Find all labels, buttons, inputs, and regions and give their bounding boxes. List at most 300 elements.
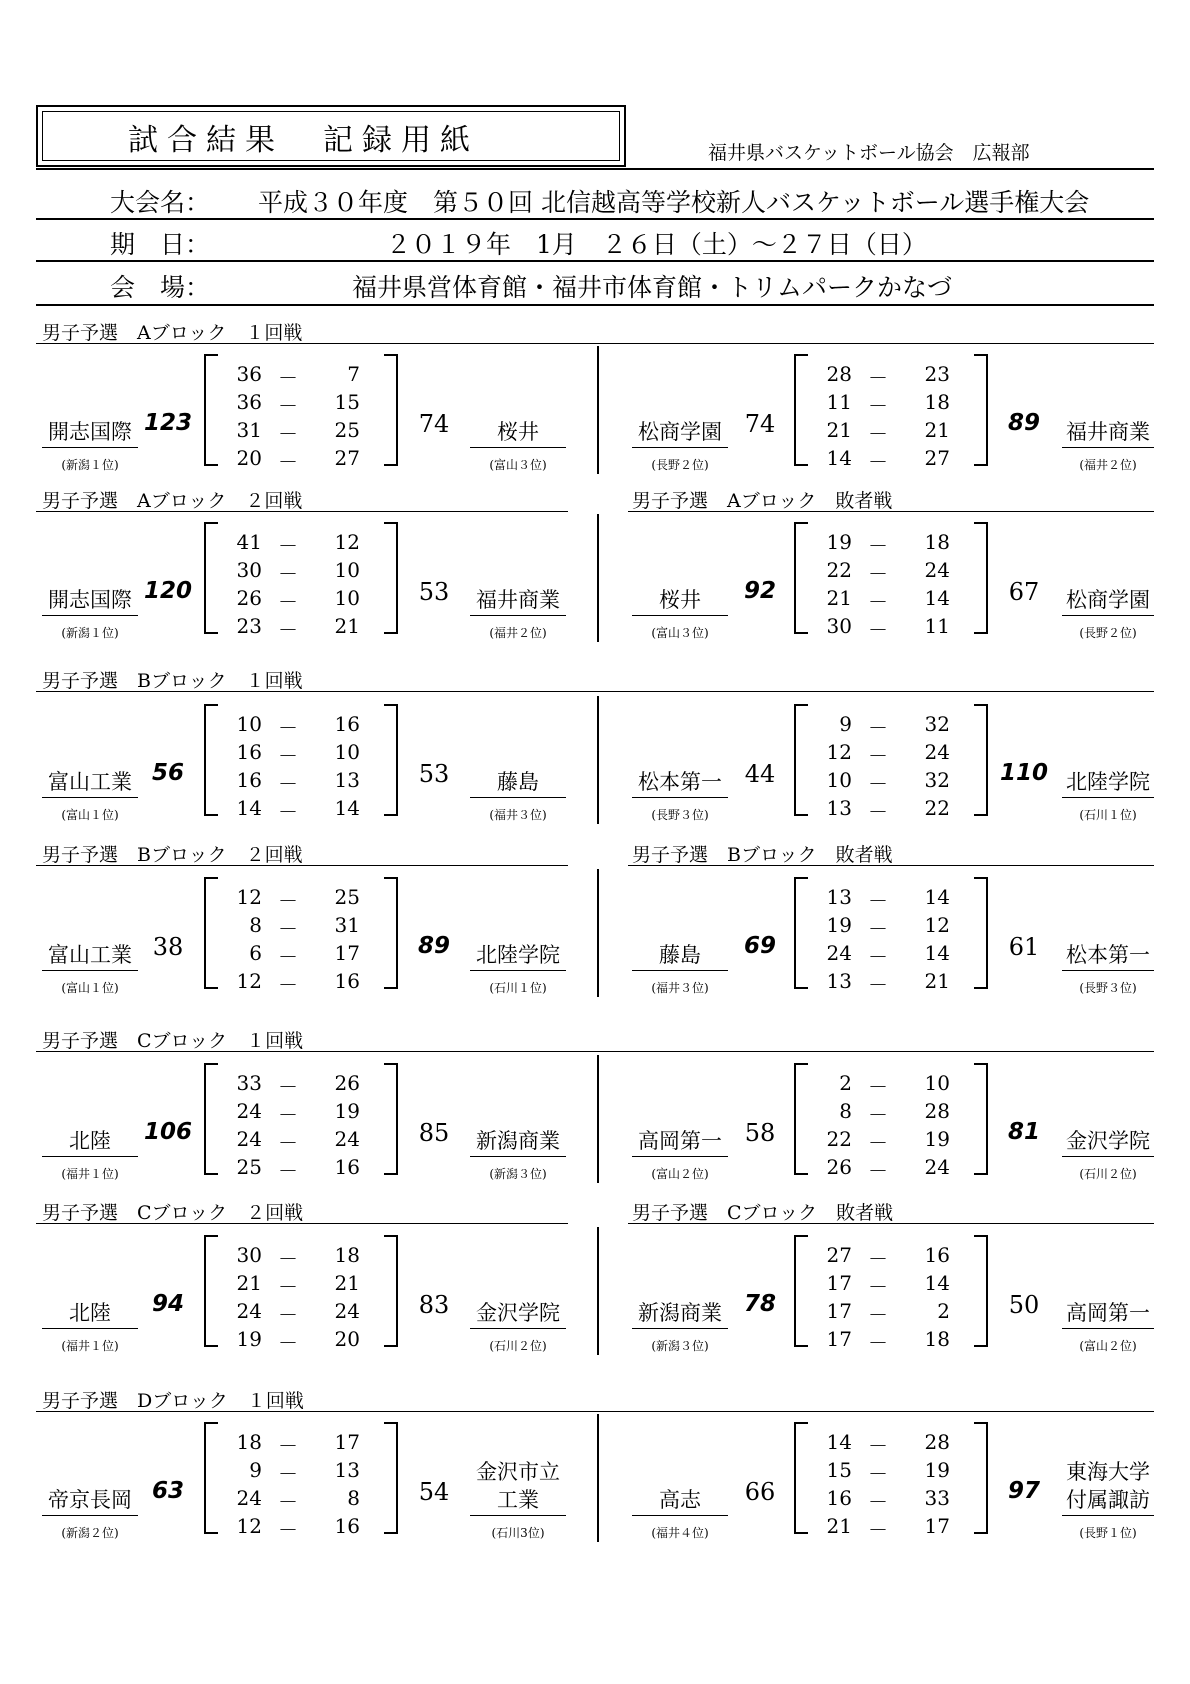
quarter-dash: － (868, 422, 888, 446)
quarter-dash: － (868, 889, 888, 913)
quarter-score-left: 22 (826, 1127, 852, 1151)
bracket-left (204, 1063, 218, 1175)
team-name-right: 松本第一 (1062, 939, 1154, 971)
final-score-right: 81 (1007, 1119, 1040, 1145)
team-rank-left: (長野２位) (651, 458, 709, 472)
quarter-score-left: 18 (236, 1430, 262, 1454)
quarter-dash: － (278, 1103, 298, 1127)
quarter-score-right: 19 (334, 1099, 360, 1123)
quarter-score-right: 21 (334, 1271, 360, 1295)
final-score-right: 50 (1008, 1291, 1040, 1319)
quarter-score-left: 36 (236, 362, 262, 386)
bracket-right (384, 1422, 398, 1534)
team-name-left: 北陸 (42, 1297, 138, 1329)
event-name-label: 大会名： (110, 188, 211, 217)
quarter-dash: － (278, 1462, 298, 1486)
quarter-score-right: 32 (924, 712, 950, 736)
quarter-score-left: 30 (826, 614, 852, 638)
quarter-score-right: 21 (924, 418, 950, 442)
final-score-left: 120 (143, 578, 192, 604)
quarter-score-right: 10 (924, 1071, 950, 1095)
venue-value: 福井県営体育館・福井市体育館・トリムパークかなづ (352, 273, 953, 302)
quarter-score-right: 24 (924, 1155, 950, 1179)
quarter-score-left: 24 (236, 1486, 262, 1510)
section-divider (628, 511, 1154, 512)
quarter-dash: － (278, 1075, 298, 1099)
quarter-dash: － (278, 889, 298, 913)
quarter-dash: － (278, 450, 298, 474)
divider (36, 260, 1154, 262)
team-name-right: 藤島 (470, 766, 566, 798)
center-divider (597, 869, 599, 997)
section-label: 男子予選 Dブロック １回戦 (42, 1390, 304, 1412)
section-label: 男子予選 Aブロック 敗者戦 (632, 490, 893, 512)
venue-label: 会 場： (110, 273, 211, 302)
team-name-left: 北陸 (42, 1125, 138, 1157)
quarter-score-left: 17 (826, 1327, 852, 1351)
quarter-score-right: 14 (924, 885, 950, 909)
section-label: 男子予選 Cブロック １回戦 (42, 1030, 304, 1052)
quarter-dash: － (868, 744, 888, 768)
team-name-left: 開志国際 (42, 416, 138, 448)
quarter-dash: － (868, 562, 888, 586)
quarter-dash: － (868, 1434, 888, 1458)
quarter-dash: － (868, 1159, 888, 1183)
section-divider (36, 1051, 1154, 1052)
team-name-left: 開志国際 (42, 584, 138, 616)
quarter-dash: － (278, 973, 298, 997)
final-score-left: 56 (151, 760, 184, 786)
final-score-left: 106 (143, 1119, 192, 1145)
section-divider (36, 343, 1154, 344)
quarter-score-right: 25 (334, 885, 360, 909)
quarter-dash: － (278, 1247, 298, 1271)
quarter-dash: － (278, 1518, 298, 1542)
quarter-score-right: 28 (924, 1099, 950, 1123)
section-divider (36, 1411, 1154, 1412)
team-rank-left: (長野３位) (651, 808, 709, 822)
quarter-score-right: 16 (334, 1155, 360, 1179)
section-divider (36, 511, 568, 512)
team-name-left: 藤島 (632, 939, 728, 971)
final-score-right: 53 (418, 578, 450, 606)
quarter-score-left: 8 (249, 913, 262, 937)
final-score-left: 38 (152, 933, 184, 961)
title-box (36, 105, 626, 167)
quarter-score-left: 9 (839, 712, 852, 736)
final-score-right: 85 (418, 1119, 450, 1147)
quarter-dash: － (278, 1159, 298, 1183)
quarter-score-right: 7 (347, 362, 360, 386)
quarter-score-left: 15 (826, 1458, 852, 1482)
bracket-right (384, 354, 398, 466)
quarter-score-right: 24 (924, 740, 950, 764)
bracket-left (204, 354, 218, 466)
quarter-dash: － (278, 618, 298, 642)
quarter-dash: － (868, 1131, 888, 1155)
team-name-left: 富山工業 (42, 766, 138, 798)
center-divider (597, 346, 599, 474)
bracket-left (794, 354, 808, 466)
quarter-dash: － (278, 716, 298, 740)
quarter-dash: － (868, 1303, 888, 1327)
team-rank-right: (石川3位) (491, 1526, 545, 1540)
team-name-left: 新潟商業 (632, 1297, 728, 1329)
quarter-dash: － (278, 1275, 298, 1299)
team-name-right-line1: 金沢市立 (476, 1460, 560, 1484)
section-label: 男子予選 Cブロック ２回戦 (42, 1202, 304, 1224)
quarter-score-right: 8 (347, 1486, 360, 1510)
final-score-right: 67 (1008, 578, 1040, 606)
team-rank-right: (石川１位) (1079, 808, 1137, 822)
bracket-right (974, 1422, 988, 1534)
quarter-score-right: 12 (334, 530, 360, 554)
quarter-score-left: 26 (236, 586, 262, 610)
team-rank-left: (富山１位) (61, 808, 119, 822)
bracket-right (974, 1063, 988, 1175)
organization: 福井県バスケットボール協会 広報部 (708, 142, 1030, 164)
team-rank-right: (長野３位) (1079, 981, 1137, 995)
team-rank-left: (新潟３位) (651, 1339, 709, 1353)
team-rank-left: (福井１位) (61, 1167, 119, 1181)
team-name-left: 帝京長岡 (42, 1484, 138, 1516)
team-name-right: 福井商業 (470, 584, 566, 616)
bracket-right (974, 877, 988, 989)
bracket-right (974, 1235, 988, 1347)
quarter-score-right: 16 (334, 1514, 360, 1538)
divider (36, 218, 1154, 220)
team-rank-right: (新潟３位) (489, 1167, 547, 1181)
bracket-left (794, 1063, 808, 1175)
quarter-dash: － (278, 945, 298, 969)
quarter-score-left: 16 (826, 1486, 852, 1510)
quarter-score-right: 14 (924, 941, 950, 965)
quarter-dash: － (278, 1434, 298, 1458)
quarter-score-right: 10 (334, 586, 360, 610)
quarter-dash: － (868, 1518, 888, 1542)
quarter-score-right: 18 (924, 530, 950, 554)
quarter-score-left: 19 (826, 530, 852, 554)
quarter-score-left: 10 (826, 768, 852, 792)
final-score-left: 92 (743, 578, 776, 604)
quarter-score-right: 19 (924, 1127, 950, 1151)
team-rank-right: (福井２位) (489, 626, 547, 640)
divider (36, 168, 1154, 170)
quarter-score-left: 14 (826, 446, 852, 470)
team-name-right-line2: 工業 (470, 1484, 566, 1516)
quarter-score-right: 14 (334, 796, 360, 820)
quarter-score-right: 18 (334, 1243, 360, 1267)
quarter-score-right: 16 (924, 1243, 950, 1267)
quarter-dash: － (278, 917, 298, 941)
team-rank-right: (福井２位) (1079, 458, 1137, 472)
center-divider (597, 514, 599, 642)
team-name-left: 松商学園 (632, 416, 728, 448)
date-label: 期 日： (110, 230, 211, 259)
quarter-score-left: 12 (236, 1514, 262, 1538)
quarter-score-right: 11 (924, 614, 950, 638)
section-divider (36, 1223, 568, 1224)
quarter-dash: － (868, 917, 888, 941)
bracket-right (974, 522, 988, 634)
team-name-left: 高志 (632, 1484, 728, 1516)
section-label: 男子予選 Aブロック １回戦 (42, 322, 303, 344)
quarter-score-left: 14 (236, 796, 262, 820)
quarter-dash: － (278, 422, 298, 446)
quarter-score-right: 18 (924, 390, 950, 414)
quarter-score-left: 19 (826, 913, 852, 937)
quarter-score-left: 17 (826, 1299, 852, 1323)
quarter-score-left: 27 (826, 1243, 852, 1267)
team-rank-right: (長野２位) (1079, 626, 1137, 640)
quarter-score-left: 16 (236, 768, 262, 792)
section-divider (36, 865, 568, 866)
team-rank-left: (新潟１位) (61, 458, 119, 472)
team-rank-right: (石川１位) (489, 981, 547, 995)
bracket-left (794, 522, 808, 634)
center-divider (597, 1055, 599, 1183)
quarter-score-left: 30 (236, 558, 262, 582)
quarter-score-left: 12 (826, 740, 852, 764)
quarter-dash: － (868, 1075, 888, 1099)
quarter-score-left: 13 (826, 885, 852, 909)
center-divider (597, 696, 599, 824)
quarter-score-right: 27 (334, 446, 360, 470)
quarter-score-left: 2 (839, 1071, 852, 1095)
quarter-score-left: 8 (839, 1099, 852, 1123)
quarter-score-right: 24 (334, 1299, 360, 1323)
final-score-left: 66 (744, 1478, 776, 1506)
quarter-score-right: 26 (334, 1071, 360, 1095)
team-rank-left: (福井４位) (651, 1526, 709, 1540)
quarter-score-right: 23 (924, 362, 950, 386)
quarter-score-right: 10 (334, 740, 360, 764)
bracket-right (384, 704, 398, 816)
quarter-score-right: 17 (334, 1430, 360, 1454)
team-name-right: 新潟商業 (470, 1125, 566, 1157)
final-score-right: 89 (417, 933, 450, 959)
final-score-left: 123 (143, 410, 192, 436)
quarter-score-left: 22 (826, 558, 852, 582)
final-score-right: 83 (418, 1291, 450, 1319)
quarter-dash: － (278, 1331, 298, 1355)
quarter-score-left: 24 (236, 1127, 262, 1151)
quarter-score-left: 41 (236, 530, 262, 554)
quarter-score-left: 6 (249, 941, 262, 965)
quarter-score-left: 36 (236, 390, 262, 414)
team-name-right: 松商学園 (1062, 584, 1154, 616)
bracket-left (204, 1422, 218, 1534)
quarter-score-left: 11 (826, 390, 852, 414)
team-rank-right: (富山３位) (489, 458, 547, 472)
final-score-left: 94 (151, 1291, 184, 1317)
center-divider (597, 1227, 599, 1355)
team-name-right: 北陸学院 (1062, 766, 1154, 798)
team-name-left: 桜井 (632, 584, 728, 616)
bracket-left (204, 1235, 218, 1347)
quarter-score-left: 10 (236, 712, 262, 736)
quarter-score-right: 27 (924, 446, 950, 470)
quarter-dash: － (278, 744, 298, 768)
quarter-score-left: 24 (236, 1299, 262, 1323)
section-label: 男子予選 Bブロック 敗者戦 (632, 844, 893, 866)
team-rank-left: (富山１位) (61, 981, 119, 995)
date-value: ２０１９年 1月 ２６日（土）～２７日（日） (386, 230, 927, 259)
quarter-dash: － (278, 800, 298, 824)
team-name-left: 富山工業 (42, 939, 138, 971)
final-score-right: 53 (418, 760, 450, 788)
center-divider (597, 1414, 599, 1542)
quarter-score-left: 17 (826, 1271, 852, 1295)
quarter-dash: － (278, 772, 298, 796)
quarter-score-right: 17 (334, 941, 360, 965)
team-name-right-line1: 東海大学 (1066, 1460, 1150, 1484)
team-name-right: 金沢学院 (1062, 1125, 1154, 1157)
quarter-dash: － (278, 1490, 298, 1514)
team-rank-right: (石川２位) (1079, 1167, 1137, 1181)
quarter-dash: － (868, 618, 888, 642)
quarter-score-right: 13 (334, 1458, 360, 1482)
quarter-score-left: 24 (826, 941, 852, 965)
quarter-dash: － (868, 973, 888, 997)
quarter-dash: － (278, 366, 298, 390)
final-score-left: 78 (743, 1291, 776, 1317)
section-label: 男子予選 Aブロック ２回戦 (42, 490, 303, 512)
quarter-score-left: 20 (236, 446, 262, 470)
quarter-dash: － (868, 1247, 888, 1271)
team-name-right: 桜井 (470, 416, 566, 448)
bracket-left (794, 1422, 808, 1534)
quarter-dash: － (868, 772, 888, 796)
team-rank-left: (富山３位) (651, 626, 709, 640)
quarter-dash: － (868, 1462, 888, 1486)
section-divider (628, 1223, 1154, 1224)
final-score-right: 110 (999, 760, 1048, 786)
quarter-score-right: 15 (334, 390, 360, 414)
team-name-right: 北陸学院 (470, 939, 566, 971)
quarter-dash: － (868, 1331, 888, 1355)
team-name-right: 金沢学院 (470, 1297, 566, 1329)
quarter-dash: － (278, 1303, 298, 1327)
team-rank-right: (長野１位) (1079, 1526, 1137, 1540)
quarter-dash: － (868, 534, 888, 558)
event-name-value: 平成３０年度 第５０回 北信越高等学校新人バスケットボール選手権大会 (258, 188, 1090, 217)
team-rank-right: (富山２位) (1079, 1339, 1137, 1353)
quarter-score-right: 2 (937, 1299, 950, 1323)
quarter-score-left: 12 (236, 885, 262, 909)
quarter-dash: － (278, 590, 298, 614)
section-label: 男子予選 Bブロック ２回戦 (42, 844, 303, 866)
bracket-right (384, 1235, 398, 1347)
quarter-score-left: 28 (826, 362, 852, 386)
quarter-score-right: 32 (924, 768, 950, 792)
team-name-left: 松本第一 (632, 766, 728, 798)
quarter-score-right: 16 (334, 712, 360, 736)
quarter-score-left: 9 (249, 1458, 262, 1482)
quarter-dash: － (868, 716, 888, 740)
final-score-right: 74 (418, 410, 450, 438)
quarter-score-left: 13 (826, 969, 852, 993)
quarter-score-left: 33 (236, 1071, 262, 1095)
quarter-dash: － (868, 450, 888, 474)
quarter-score-left: 31 (236, 418, 262, 442)
quarter-dash: － (868, 590, 888, 614)
section-divider (36, 691, 1154, 692)
bracket-right (974, 704, 988, 816)
team-rank-left: (福井３位) (651, 981, 709, 995)
final-score-right: 54 (418, 1478, 450, 1506)
quarter-dash: － (278, 534, 298, 558)
quarter-dash: － (278, 394, 298, 418)
final-score-left: 69 (743, 933, 776, 959)
quarter-score-left: 30 (236, 1243, 262, 1267)
final-score-right: 89 (1007, 410, 1040, 436)
team-rank-left: (新潟１位) (61, 626, 119, 640)
quarter-score-left: 21 (826, 586, 852, 610)
section-divider (628, 865, 1154, 866)
quarter-dash: － (278, 562, 298, 586)
quarter-score-left: 12 (236, 969, 262, 993)
bracket-left (794, 877, 808, 989)
quarter-score-right: 10 (334, 558, 360, 582)
quarter-score-left: 23 (236, 614, 262, 638)
section-label: 男子予選 Cブロック 敗者戦 (632, 1202, 894, 1224)
team-name-right: 高岡第一 (1062, 1297, 1154, 1329)
quarter-score-left: 16 (236, 740, 262, 764)
quarter-score-left: 14 (826, 1430, 852, 1454)
team-rank-left: (新潟２位) (61, 1526, 119, 1540)
team-rank-left: (福井１位) (61, 1339, 119, 1353)
quarter-dash: － (868, 366, 888, 390)
quarter-score-right: 24 (334, 1127, 360, 1151)
bracket-left (794, 1235, 808, 1347)
quarter-score-right: 16 (334, 969, 360, 993)
final-score-left: 63 (151, 1478, 184, 1504)
quarter-score-right: 17 (924, 1514, 950, 1538)
quarter-score-right: 24 (924, 558, 950, 582)
quarter-dash: － (868, 800, 888, 824)
quarter-score-left: 13 (826, 796, 852, 820)
quarter-score-right: 19 (924, 1458, 950, 1482)
quarter-score-right: 14 (924, 1271, 950, 1295)
team-name-right-line2: 付属諏訪 (1062, 1484, 1154, 1516)
quarter-score-right: 33 (924, 1486, 950, 1510)
final-score-left: 44 (744, 760, 776, 788)
bracket-right (384, 1063, 398, 1175)
quarter-dash: － (868, 1103, 888, 1127)
quarter-score-right: 12 (924, 913, 950, 937)
quarter-score-right: 18 (924, 1327, 950, 1351)
quarter-score-left: 19 (236, 1327, 262, 1351)
final-score-left: 58 (744, 1119, 776, 1147)
quarter-score-right: 21 (334, 614, 360, 638)
quarter-dash: － (868, 945, 888, 969)
quarter-score-right: 21 (924, 969, 950, 993)
team-rank-right: (石川２位) (489, 1339, 547, 1353)
final-score-right: 61 (1008, 933, 1040, 961)
quarter-score-right: 22 (924, 796, 950, 820)
page-title: 試合結果 記録用紙 (128, 123, 479, 158)
quarter-score-right: 14 (924, 586, 950, 610)
final-score-right: 97 (1007, 1478, 1040, 1504)
quarter-score-left: 25 (236, 1155, 262, 1179)
team-name-left: 高岡第一 (632, 1125, 728, 1157)
final-score-left: 74 (744, 410, 776, 438)
quarter-dash: － (868, 394, 888, 418)
bracket-left (204, 522, 218, 634)
team-name-right: 福井商業 (1062, 416, 1154, 448)
quarter-score-right: 13 (334, 768, 360, 792)
